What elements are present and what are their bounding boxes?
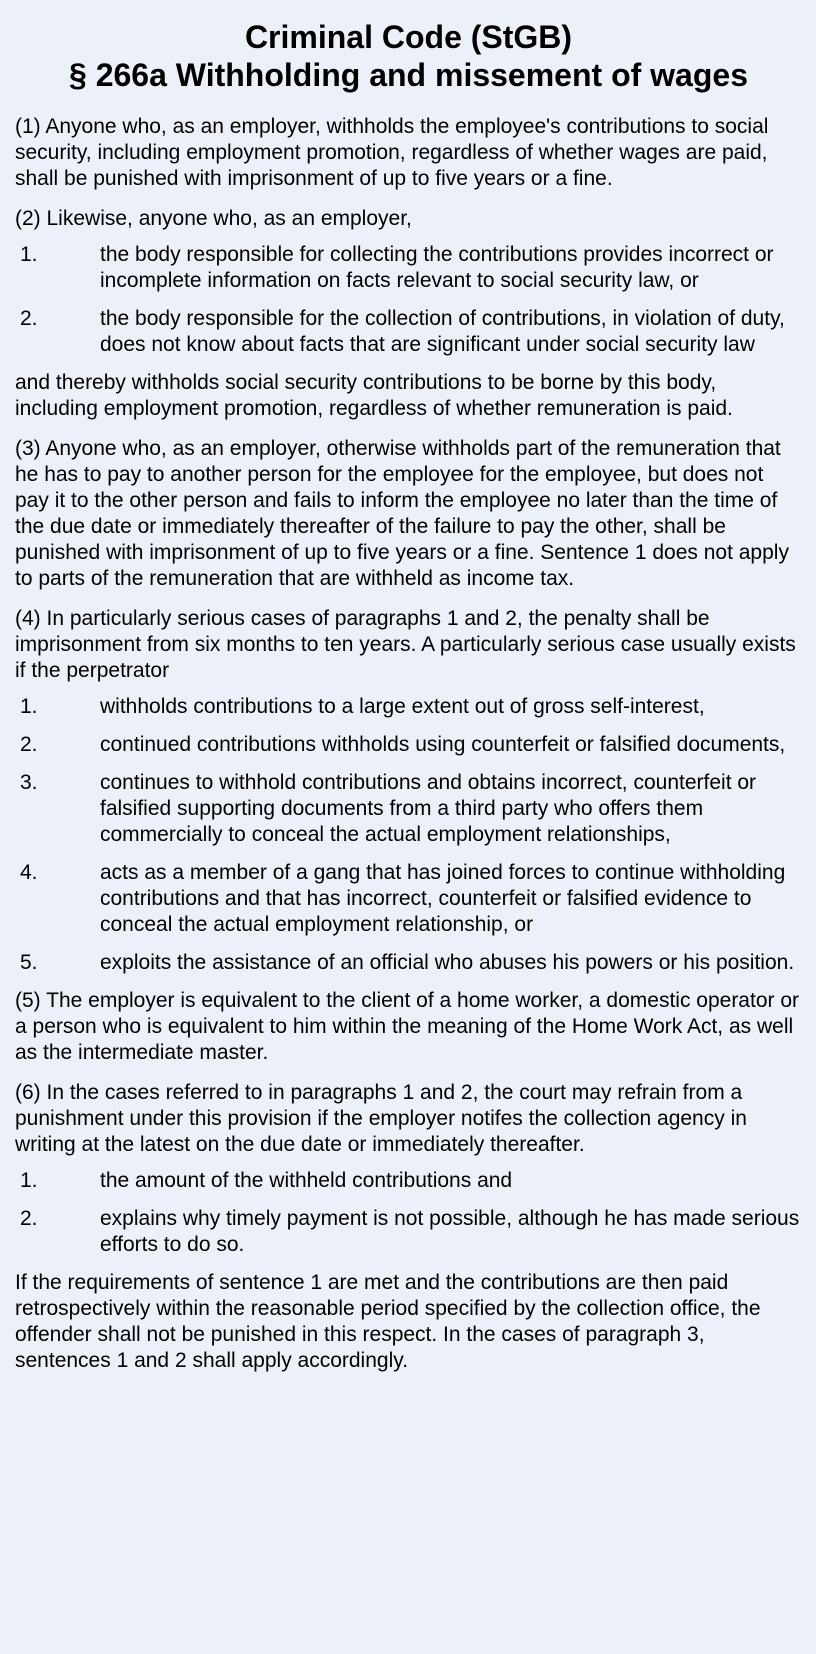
paragraph-4-list <box>15 694 802 976</box>
title-law-name: Criminal Code (StGB) <box>244 19 573 55</box>
list-item-text: withholds contributions to a large extent out of gross self-interest, <box>100 695 705 718</box>
list-item <box>15 950 802 976</box>
paragraph-1: (1) Anyone who, as an employer, withholds the employee's contributions to social security, including employment promotion, regardless of whether wages are paid, shall be punished with imprisonment of up to five years or a fine. <box>15 115 769 190</box>
list-item <box>15 694 802 720</box>
list-item-text: exploits the assistance of an official who abuses his powers or his position. <box>100 951 795 974</box>
list-item-text: continues to withhold contributions and obtains incorrect, counterfeit or falsified supporting documents from a third party who offers them commercially to conceal the actual employment relationships, <box>100 771 757 846</box>
list-item-text: continued contributions withholds using counterfeit or falsified documents, <box>100 733 786 756</box>
list-item-text: the body responsible for collecting the contributions provides incorrect or incomplete information on facts relevant to social security law, or <box>100 243 774 292</box>
list-item-text: the body responsible for the collection of contributions, in violation of duty, does not know about facts that are significant under social security law <box>100 307 785 356</box>
list-item-text: explains why timely payment is not possible, although he has made serious efforts to do so. <box>100 1207 800 1256</box>
list-item-number: 5. <box>20 951 38 974</box>
list-item <box>15 306 802 358</box>
paragraph-2-list <box>15 242 802 358</box>
paragraph-5: (5) The employer is equivalent to the client of a home worker, a domestic operator or a person who is equivalent to him within the meaning of the Home Work Act, as well as the intermediate master. <box>15 989 800 1064</box>
list-item-text: acts as a member of a gang that has joined forces to continue withholding contributions and that has incorrect, counterfeit or falsified evidence to conceal the actual employment relationship, or <box>100 861 786 936</box>
list-item-text: the amount of the withheld contributions and <box>100 1169 513 1192</box>
paragraph-4-intro: (4) In particularly serious cases of paragraphs 1 and 2, the penalty shall be imprisonment from six months to ten years. A particularly serious case usually exists if the perpetrator <box>15 607 796 682</box>
paragraph-2-intro: (2) Likewise, anyone who, as an employer, <box>15 207 412 230</box>
list-item-number: 2. <box>20 307 38 330</box>
paragraph-6-intro: (6) In the cases referred to in paragraphs 1 and 2, the court may refrain from a punishment under this provision if the employer notifes the collection agency in writing at the latest on the due date or immediately thereafter. <box>15 1081 747 1156</box>
paragraph-6-list <box>15 1168 802 1258</box>
list-item-number: 2. <box>20 1207 38 1230</box>
paragraph-2-tail: and thereby withholds social security contributions to be borne by this body, including employment promotion, regardless of whether remuneration is paid. <box>15 371 733 420</box>
list-item-number: 1. <box>20 243 38 266</box>
list-item <box>15 1206 802 1258</box>
list-item-number: 2. <box>20 733 38 756</box>
list-item <box>15 1168 802 1194</box>
list-item-number: 3. <box>20 771 38 794</box>
title-section-heading: § 266a Withholding and missement of wages <box>69 57 748 93</box>
list-item <box>15 242 802 294</box>
list-item <box>15 860 802 938</box>
list-item-number: 1. <box>20 695 38 718</box>
list-item <box>15 770 802 848</box>
list-item-number: 4. <box>20 861 38 884</box>
paragraph-6-tail: If the requirements of sentence 1 are met and the contributions are then paid retrospectively within the reasonable period specified by the collection office, the offender shall not be punished in this respect. In the cases of paragraph 3, sentences 1 and 2 shall apply accordingly. <box>15 1271 761 1372</box>
paragraph-3: (3) Anyone who, as an employer, otherwise withholds part of the remuneration that he has to pay to another person for the employee for the employee, but does not pay it to the other person and fails to inform the employee no later than the time of the due date or immediately thereafter of the failure to pay the other, shall be punished with imprisonment of up to five years or a fine. Sentence 1 does not apply to parts of the remuneration that are withheld as income tax. <box>15 437 789 590</box>
page-title <box>15 18 802 94</box>
list-item <box>15 732 802 758</box>
list-item-number: 1. <box>20 1169 38 1192</box>
